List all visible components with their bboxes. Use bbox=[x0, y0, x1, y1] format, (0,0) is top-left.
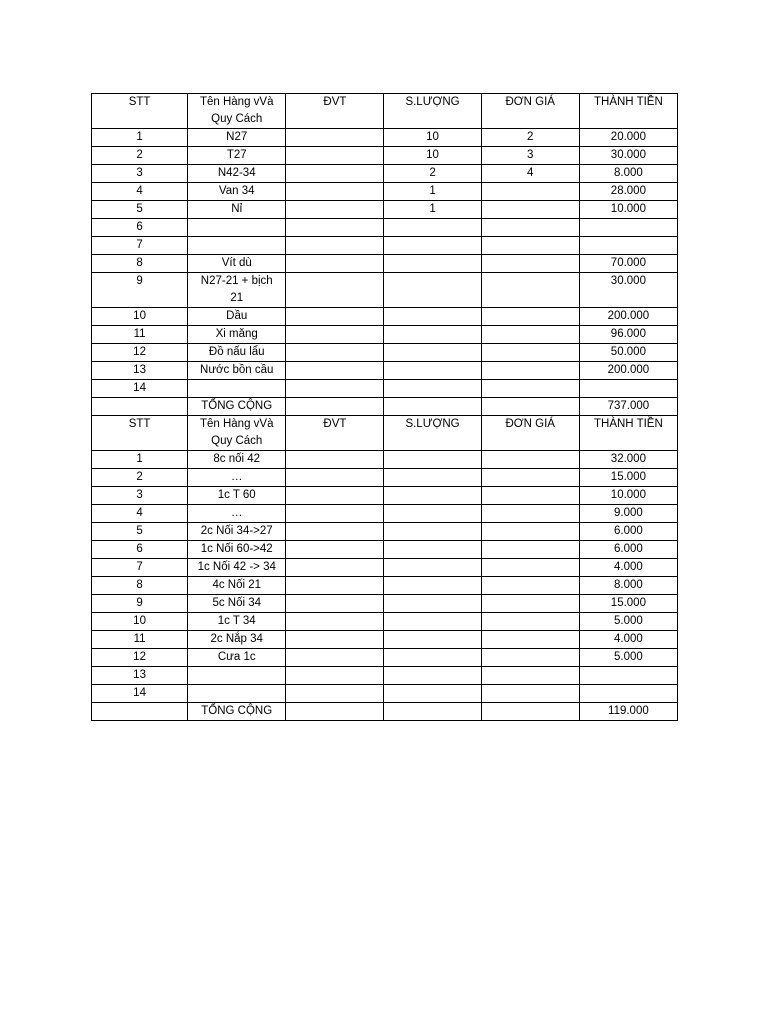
quantity-cell bbox=[384, 631, 481, 649]
stt-cell: 7 bbox=[92, 559, 188, 577]
unit-cell bbox=[286, 631, 384, 649]
column-header-qty: S.LƯỢNG bbox=[384, 416, 481, 451]
unit-price-cell bbox=[481, 183, 579, 201]
stt-cell: 12 bbox=[92, 344, 188, 362]
table-row bbox=[92, 237, 678, 255]
item-name-cell: T27 bbox=[188, 147, 286, 165]
stt-cell: 7 bbox=[92, 237, 188, 255]
unit-price-cell bbox=[481, 685, 579, 703]
stt-cell: 8 bbox=[92, 255, 188, 273]
unit-price-cell bbox=[481, 255, 579, 273]
amount-cell: 10.000 bbox=[579, 201, 677, 219]
unit-cell bbox=[286, 649, 384, 667]
table-row bbox=[92, 451, 678, 469]
header-row bbox=[92, 416, 678, 451]
amount-cell: 6.000 bbox=[579, 523, 677, 541]
table-row bbox=[92, 273, 678, 308]
amount-cell: 5.000 bbox=[579, 613, 677, 631]
unit-price-cell bbox=[481, 237, 579, 255]
amount-cell: 4.000 bbox=[579, 559, 677, 577]
unit-cell bbox=[286, 469, 384, 487]
quantity-cell bbox=[384, 613, 481, 631]
item-name-cell bbox=[188, 685, 286, 703]
quantity-cell bbox=[384, 685, 481, 703]
unit-price-cell bbox=[481, 308, 579, 326]
table-row bbox=[92, 165, 678, 183]
quantity-cell bbox=[384, 326, 481, 344]
unit-cell bbox=[286, 451, 384, 469]
table-row bbox=[92, 308, 678, 326]
unit-cell bbox=[286, 344, 384, 362]
table-row bbox=[92, 613, 678, 631]
total-value: 737.000 bbox=[579, 398, 677, 416]
unit-price-cell bbox=[481, 505, 579, 523]
item-name-cell: Dầu bbox=[188, 308, 286, 326]
unit-cell bbox=[286, 362, 384, 380]
empty-cell bbox=[92, 398, 188, 416]
item-name-cell: Van 34 bbox=[188, 183, 286, 201]
amount-cell: 32.000 bbox=[579, 451, 677, 469]
item-name-cell: Vít dù bbox=[188, 255, 286, 273]
quantity-cell bbox=[384, 487, 481, 505]
stt-cell: 1 bbox=[92, 451, 188, 469]
table-row bbox=[92, 380, 678, 398]
item-name-cell: Đồ nấu lẩu bbox=[188, 344, 286, 362]
table-row bbox=[92, 362, 678, 380]
total-label: TỔNG CỘNG bbox=[188, 398, 286, 416]
unit-price-cell bbox=[481, 362, 579, 380]
amount-cell: 15.000 bbox=[579, 469, 677, 487]
item-name-cell: … bbox=[188, 505, 286, 523]
item-name-cell: 8c nối 42 bbox=[188, 451, 286, 469]
unit-cell bbox=[286, 326, 384, 344]
header-row bbox=[92, 94, 678, 129]
table-row bbox=[92, 685, 678, 703]
total-row bbox=[92, 703, 678, 721]
table-row bbox=[92, 147, 678, 165]
empty-cell bbox=[286, 703, 384, 721]
stt-cell: 8 bbox=[92, 577, 188, 595]
item-name-cell: 2c Nắp 34 bbox=[188, 631, 286, 649]
unit-cell bbox=[286, 505, 384, 523]
unit-price-cell: 4 bbox=[481, 165, 579, 183]
quantity-cell: 10 bbox=[384, 129, 481, 147]
amount-cell: 200.000 bbox=[579, 308, 677, 326]
amount-cell bbox=[579, 219, 677, 237]
stt-cell: 6 bbox=[92, 219, 188, 237]
unit-price-cell bbox=[481, 380, 579, 398]
unit-price-cell bbox=[481, 451, 579, 469]
column-header-dvt: ĐVT bbox=[286, 416, 384, 451]
empty-cell bbox=[384, 703, 481, 721]
amount-cell: 30.000 bbox=[579, 273, 677, 308]
amount-cell: 8.000 bbox=[579, 577, 677, 595]
unit-cell bbox=[286, 219, 384, 237]
unit-cell bbox=[286, 201, 384, 219]
amount-cell: 9.000 bbox=[579, 505, 677, 523]
table-row bbox=[92, 183, 678, 201]
unit-price-cell bbox=[481, 577, 579, 595]
unit-cell bbox=[286, 577, 384, 595]
total-value: 119.000 bbox=[579, 703, 677, 721]
unit-price-cell bbox=[481, 344, 579, 362]
quantity-cell bbox=[384, 219, 481, 237]
unit-price-cell bbox=[481, 631, 579, 649]
item-name-cell: Cưa 1c bbox=[188, 649, 286, 667]
stt-cell: 12 bbox=[92, 649, 188, 667]
unit-price-cell bbox=[481, 273, 579, 308]
stt-cell: 14 bbox=[92, 380, 188, 398]
unit-price-cell bbox=[481, 326, 579, 344]
unit-cell bbox=[286, 667, 384, 685]
item-name-cell: … bbox=[188, 469, 286, 487]
amount-cell: 5.000 bbox=[579, 649, 677, 667]
amount-cell: 10.000 bbox=[579, 487, 677, 505]
amount-cell: 6.000 bbox=[579, 541, 677, 559]
item-name-cell: 5c Nối 34 bbox=[188, 595, 286, 613]
quantity-cell bbox=[384, 255, 481, 273]
unit-cell bbox=[286, 595, 384, 613]
table-row bbox=[92, 649, 678, 667]
quantity-cell bbox=[384, 595, 481, 613]
item-name-cell: Nỉ bbox=[188, 201, 286, 219]
table-row bbox=[92, 129, 678, 147]
quantity-cell bbox=[384, 362, 481, 380]
column-header-dvt: ĐVT bbox=[286, 94, 384, 129]
quantity-cell bbox=[384, 541, 481, 559]
amount-cell bbox=[579, 685, 677, 703]
amount-cell bbox=[579, 667, 677, 685]
unit-price-cell bbox=[481, 487, 579, 505]
item-name-cell: N27 bbox=[188, 129, 286, 147]
amount-cell bbox=[579, 380, 677, 398]
table-row bbox=[92, 505, 678, 523]
item-name-cell: 1c Nối 60->42 bbox=[188, 541, 286, 559]
stt-cell: 11 bbox=[92, 326, 188, 344]
stt-cell: 10 bbox=[92, 308, 188, 326]
table-row bbox=[92, 344, 678, 362]
empty-cell bbox=[384, 398, 481, 416]
table-row bbox=[92, 487, 678, 505]
column-header-total: THÀNH TIỀN bbox=[579, 94, 677, 129]
item-name-cell: Nước bồn cầu bbox=[188, 362, 286, 380]
item-name-cell: 1c T 60 bbox=[188, 487, 286, 505]
amount-cell: 30.000 bbox=[579, 147, 677, 165]
table-row bbox=[92, 201, 678, 219]
stt-cell: 13 bbox=[92, 667, 188, 685]
table-row bbox=[92, 469, 678, 487]
quantity-cell bbox=[384, 451, 481, 469]
unit-cell bbox=[286, 129, 384, 147]
stt-cell: 2 bbox=[92, 469, 188, 487]
quantity-cell bbox=[384, 380, 481, 398]
table-row bbox=[92, 577, 678, 595]
amount-cell: 15.000 bbox=[579, 595, 677, 613]
amount-cell: 4.000 bbox=[579, 631, 677, 649]
column-header-name: Tên Hàng vVà Quy Cách bbox=[188, 416, 286, 451]
quantity-cell bbox=[384, 559, 481, 577]
column-header-price: ĐƠN GIÁ bbox=[481, 416, 579, 451]
total-label: TỔNG CỘNG bbox=[188, 703, 286, 721]
item-name-cell: 1c Nối 42 -> 34 bbox=[188, 559, 286, 577]
quantity-cell: 2 bbox=[384, 165, 481, 183]
unit-cell bbox=[286, 255, 384, 273]
amount-cell: 20.000 bbox=[579, 129, 677, 147]
item-name-cell: Xi măng bbox=[188, 326, 286, 344]
quantity-cell bbox=[384, 469, 481, 487]
stt-cell: 6 bbox=[92, 541, 188, 559]
column-header-stt: STT bbox=[92, 94, 188, 129]
table-row bbox=[92, 631, 678, 649]
invoice-table bbox=[91, 93, 678, 721]
item-name-cell: 1c T 34 bbox=[188, 613, 286, 631]
unit-cell bbox=[286, 523, 384, 541]
unit-price-cell bbox=[481, 523, 579, 541]
empty-cell bbox=[92, 703, 188, 721]
quantity-cell: 10 bbox=[384, 147, 481, 165]
unit-cell bbox=[286, 613, 384, 631]
unit-cell bbox=[286, 273, 384, 308]
empty-cell bbox=[286, 398, 384, 416]
item-name-cell bbox=[188, 667, 286, 685]
quantity-cell: 1 bbox=[384, 201, 481, 219]
table-row bbox=[92, 595, 678, 613]
stt-cell: 11 bbox=[92, 631, 188, 649]
empty-cell bbox=[481, 703, 579, 721]
table-row bbox=[92, 219, 678, 237]
unit-cell bbox=[286, 308, 384, 326]
unit-cell bbox=[286, 237, 384, 255]
unit-cell bbox=[286, 559, 384, 577]
quantity-cell bbox=[384, 344, 481, 362]
stt-cell: 4 bbox=[92, 505, 188, 523]
empty-cell bbox=[481, 398, 579, 416]
quantity-cell bbox=[384, 237, 481, 255]
column-header-stt: STT bbox=[92, 416, 188, 451]
stt-cell: 3 bbox=[92, 165, 188, 183]
amount-cell bbox=[579, 237, 677, 255]
item-name-cell: N42-34 bbox=[188, 165, 286, 183]
stt-cell: 5 bbox=[92, 523, 188, 541]
table-row bbox=[92, 541, 678, 559]
stt-cell: 14 bbox=[92, 685, 188, 703]
stt-cell: 9 bbox=[92, 595, 188, 613]
item-name-cell bbox=[188, 237, 286, 255]
quantity-cell bbox=[384, 505, 481, 523]
stt-cell: 1 bbox=[92, 129, 188, 147]
amount-cell: 70.000 bbox=[579, 255, 677, 273]
quantity-cell bbox=[384, 308, 481, 326]
unit-price-cell bbox=[481, 595, 579, 613]
stt-cell: 3 bbox=[92, 487, 188, 505]
unit-cell bbox=[286, 541, 384, 559]
column-header-qty: S.LƯỢNG bbox=[384, 94, 481, 129]
amount-cell: 50.000 bbox=[579, 344, 677, 362]
unit-price-cell bbox=[481, 559, 579, 577]
stt-cell: 2 bbox=[92, 147, 188, 165]
unit-cell bbox=[286, 487, 384, 505]
stt-cell: 5 bbox=[92, 201, 188, 219]
unit-price-cell bbox=[481, 541, 579, 559]
stt-cell: 9 bbox=[92, 273, 188, 308]
amount-cell: 8.000 bbox=[579, 165, 677, 183]
unit-price-cell bbox=[481, 201, 579, 219]
table-row bbox=[92, 559, 678, 577]
item-name-cell: N27-21 + bịch 21 bbox=[188, 273, 286, 308]
unit-cell bbox=[286, 183, 384, 201]
item-name-cell: 4c Nối 21 bbox=[188, 577, 286, 595]
stt-cell: 13 bbox=[92, 362, 188, 380]
item-name-cell bbox=[188, 219, 286, 237]
stt-cell: 10 bbox=[92, 613, 188, 631]
quantity-cell bbox=[384, 523, 481, 541]
unit-cell bbox=[286, 165, 384, 183]
unit-cell bbox=[286, 685, 384, 703]
item-name-cell: 2c Nối 34->27 bbox=[188, 523, 286, 541]
column-header-name: Tên Hàng vVà Quy Cách bbox=[188, 94, 286, 129]
column-header-price: ĐƠN GIÁ bbox=[481, 94, 579, 129]
quantity-cell bbox=[384, 667, 481, 685]
unit-price-cell bbox=[481, 219, 579, 237]
unit-cell bbox=[286, 380, 384, 398]
amount-cell: 96.000 bbox=[579, 326, 677, 344]
stt-cell: 4 bbox=[92, 183, 188, 201]
table-row bbox=[92, 523, 678, 541]
unit-cell bbox=[286, 147, 384, 165]
column-header-total: THÀNH TIỀN bbox=[579, 416, 677, 451]
unit-price-cell bbox=[481, 469, 579, 487]
unit-price-cell: 3 bbox=[481, 147, 579, 165]
amount-cell: 28.000 bbox=[579, 183, 677, 201]
table-row bbox=[92, 326, 678, 344]
quantity-cell bbox=[384, 273, 481, 308]
unit-price-cell bbox=[481, 667, 579, 685]
table-row bbox=[92, 255, 678, 273]
quantity-cell bbox=[384, 649, 481, 667]
item-name-cell bbox=[188, 380, 286, 398]
unit-price-cell bbox=[481, 649, 579, 667]
quantity-cell: 1 bbox=[384, 183, 481, 201]
quantity-cell bbox=[384, 577, 481, 595]
total-row bbox=[92, 398, 678, 416]
table-row bbox=[92, 667, 678, 685]
amount-cell: 200.000 bbox=[579, 362, 677, 380]
unit-price-cell bbox=[481, 613, 579, 631]
unit-price-cell: 2 bbox=[481, 129, 579, 147]
